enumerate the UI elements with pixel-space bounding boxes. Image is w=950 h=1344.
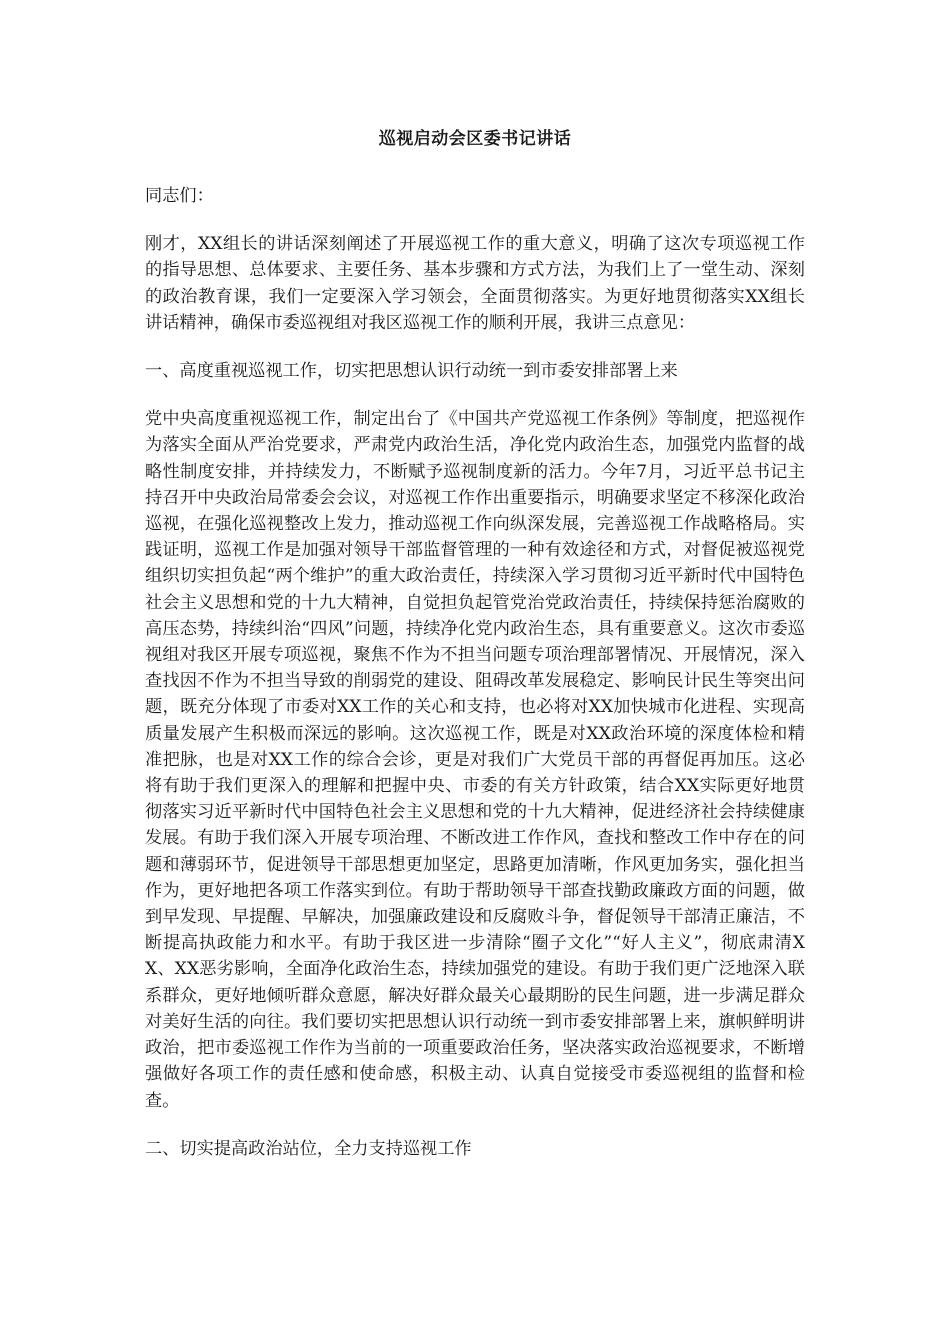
section-2-heading: 二、切实提高政治站位，全力支持巡视工作 <box>145 1138 472 1159</box>
document-content <box>145 125 805 1184</box>
salutation: 同志们： <box>145 186 214 206</box>
section-1-heading: 一、高度重视巡视工作，切实把思想认识行动统一到市委安排部署上来 <box>145 361 678 382</box>
document-title: 巡视启动会区委书记讲话 <box>378 129 572 149</box>
section-1-paragraph: 党中央高度重视巡视工作，制定出台了《中国共产党巡视工作条例》等制度，把巡视作为落实全面从严治党要求，严肃党内政治生活，净化党内政治生态，加强党内监督的战略性制度安排，并持续发力，不断赋予巡视制度新的活力。今年7月，习近平总书记主持召开中央政治局常委会会议，对巡视工作作出重要指示，明确要求坚定不移深化政治巡视，在强化巡视整改上发力，推动巡视工作向纵深发展，完善巡视工作战略格局。实践证明，巡视工作是加强对领导干部监督管理的一种有效途径和方式，对督促被巡视党组织切实担负起“两个维护”的重大政治责任，持续深入学习贯彻习近平新时代中国特色社会主义思想和党的十九大精神，自觉担负起管党治党政治责任，持续保持惩治腐败的高压态势，持续纠治“四风”问题，持续净化党内政治生态，具有重要意义。这次市委巡视组对我区开展专项巡视，聚焦不作为不担当问题专项治理部署情况、开展情况，深入查找因不作为不担当导致的削弱党的建设、阻碍改革发展稳定、影响民计民生等突出问题，既充分体现了市委对XX工作的关心和支持，也必将对XX加快城市化进程、实现高质量发展产生积极而深远的影响。这次巡视工作，既是对XX政治环境的深度体检和精准把脉，也是对XX工作的综合会诊，更是对我们广大党员干部的再督促再加压。这必将有助于我们更深入的理解和把握中央、市委的有关方针政策，结合XX实际更好地贯彻落实习近平新时代中国特色社会主义思想和党的十九大精神，促进经济社会持续健康发展。有助于我们深入开展专项治理、不断改进工作作风，查找和整改工作中存在的问题和薄弱环节，促进领导干部思想更加坚定，思路更加清晰，作风更加务实，强化担当作为，更好地把各项工作落实到位。有助于帮助领导干部查找勤政廉政方面的问题，做到早发现、早提醒、早解决，加强廉政建设和反腐败斗争，督促领导干部清正廉洁，不断提高执政能力和水平。有助于我区进一步清除“圈子文化”“好人主义”，彻底肃清XX、XX恶劣影响，全面净化政治生态，持续加强党的建设。有助于我们更广泛地深入联系群众，更好地倾听群众意愿，解决好群众最关心最期盼的民生问题，进一步满足群众对美好生活的向往。我们要切实把思想认识行动统一到市委安排部署上来，旗帜鲜明讲政治，把市委巡视工作作为当前的一项重要政治任务，坚决落实政治巡视要求，不断增强做好各项工作的责任感和使命感，积极主动、认真自觉接受市委巡视组的监督和检查。 <box>145 409 805 1111</box>
intro-paragraph: 刚才，XX组长的讲话深刻阐述了开展巡视工作的重大意义，明确了这次专项巡视工作的指导思想、总体要求、主要任务、基本步骤和方式方法，为我们上了一堂生动、深刻的政治教育课，我们一定要深入学习领会，全面贯彻落实。为更好地贯彻落实XX组长讲话精神，确保市委巡视组对我区巡视工作的顺利开展，我讲三点意见： <box>145 234 805 333</box>
